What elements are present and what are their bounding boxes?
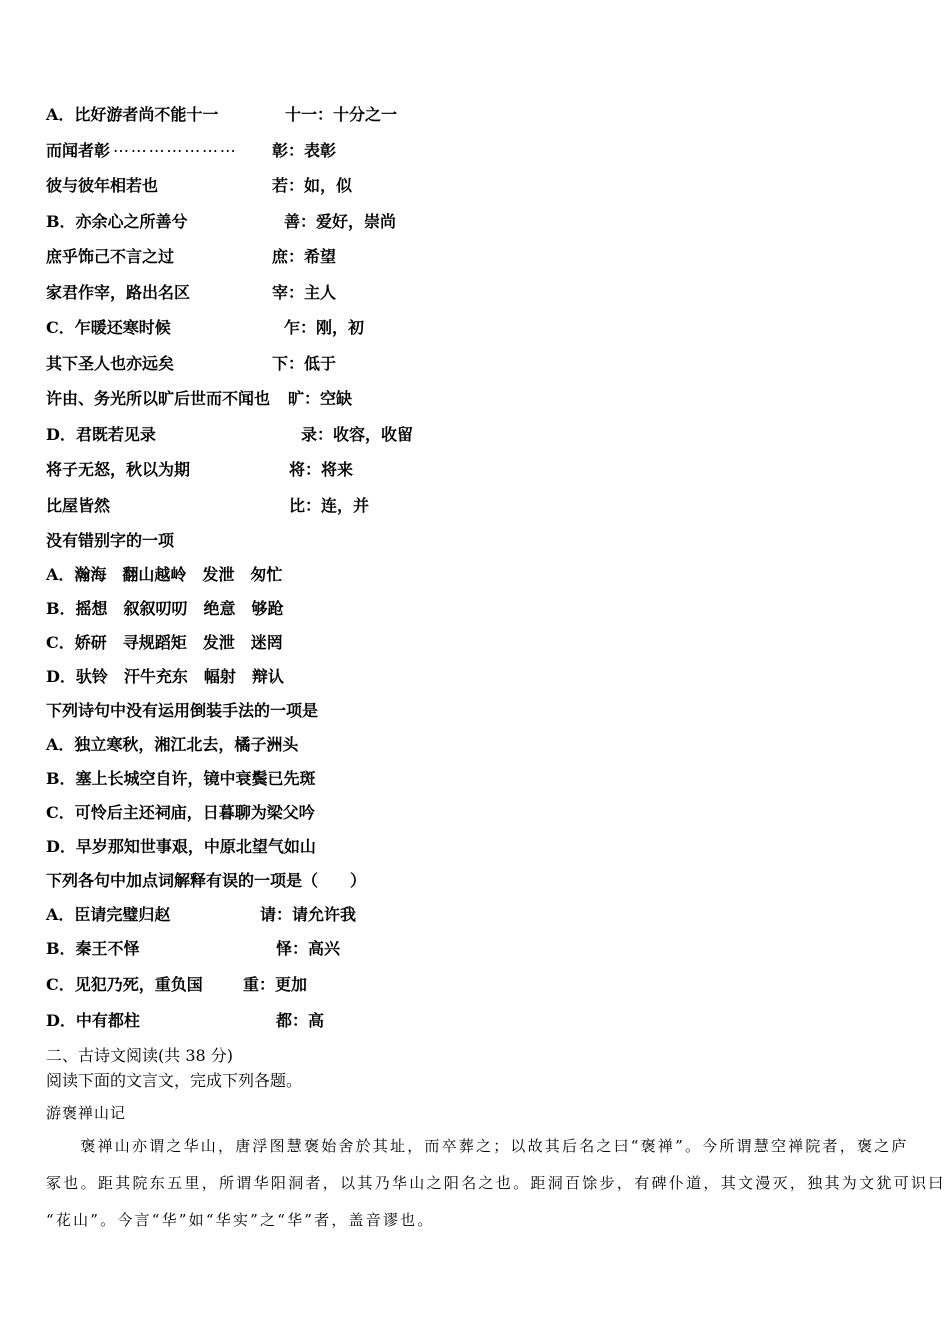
q1-b-line1: B．亦余心之所善兮: [46, 212, 188, 231]
q2-option-c: C．娇研 寻规蹈矩 发泄 迷罔: [46, 633, 283, 652]
q1-a-line2: 而闻者彰: [46, 141, 111, 160]
q4-option-b-gloss: 怿：高兴: [276, 939, 341, 958]
q1-d-gloss1: 录：收容，收留: [301, 425, 414, 444]
q3-stem: 下列诗句中没有运用倒装手法的一项是: [46, 701, 319, 720]
q1-a-gloss1: 十一：十分之一: [285, 105, 398, 124]
q2-option-d: D．驮铃 汗牛充东 幅射 辩认: [46, 667, 284, 686]
q4-option-a-gloss: 请：请允许我: [260, 905, 357, 924]
q3-option-d: D．早岁那知世事艰，中原北望气如山: [46, 837, 316, 856]
q1-b-line2: 庶乎饰己不言之过: [46, 247, 175, 266]
section-instruction: 阅读下面的文言文，完成下列各题。: [46, 1071, 303, 1090]
passage-line-3: “花山”。今言“华”如“华实”之“华”者，盖音谬也。: [46, 1211, 435, 1229]
q1-a-line3: 彼与彼年相若也: [46, 176, 159, 195]
q1-c-gloss1: 乍：刚，初: [284, 318, 365, 337]
q1-d-gloss3: 比：连，并: [289, 496, 370, 515]
q1-b-gloss2: 庶：希望: [272, 247, 337, 266]
q2-option-b: B．摇想 叙叙叨叨 绝意 够跄: [46, 599, 284, 618]
q1-b-gloss3: 宰：主人: [272, 283, 337, 302]
q4-option-d: D．中有都柱: [46, 1011, 140, 1030]
q1-d-line2: 将子无怒，秋以为期: [46, 460, 191, 479]
q3-option-b: B．塞上长城空自许，镜中衰鬓已先斑: [46, 769, 316, 788]
q1-a-line1: A．比好游者尚不能十一: [46, 105, 219, 124]
q3-option-a: A．独立寒秋，湘江北去，橘子洲头: [46, 735, 299, 754]
q2-stem: 没有错别字的一项: [46, 531, 175, 550]
q3-option-c: C．可怜后主还祠庙，日暮聊为梁父吟: [46, 803, 315, 822]
q4-stem: 下列各句中加点词解释有误的一项是（ ）: [46, 871, 367, 890]
q1-a-gloss3: 若：如，似: [272, 176, 353, 195]
passage-title: 游褒禅山记: [46, 1104, 127, 1122]
q1-b-gloss1: 善：爱好，崇尚: [284, 212, 397, 231]
q4-option-a: A．臣请完璧归赵: [46, 905, 171, 924]
q4-option-c: C．见犯乃死，重负国: [46, 975, 203, 994]
q1-c-gloss3: 旷：空缺: [288, 389, 353, 408]
q1-c-gloss2: 下：低于: [272, 354, 337, 373]
dot-leader: …………………: [113, 137, 238, 156]
q1-b-line3: 家君作宰，路出名区: [46, 283, 191, 302]
section-title: 二、古诗文阅读(共 38 分): [46, 1046, 234, 1065]
q1-a-gloss2: 彰：表彰: [272, 141, 337, 160]
q1-d-line1: D．君既若见录: [46, 425, 156, 444]
q1-c-line2: 其下圣人也亦远矣: [46, 354, 175, 373]
passage-line-1: 褒禅山亦谓之华山，唐浮图慧褒始舍於其址，而卒葬之；以故其后名之曰“褒禅”。今所谓慧空禅院者，褒之庐: [46, 1137, 909, 1155]
q4-option-c-gloss: 重：更加: [243, 975, 308, 994]
q4-option-d-gloss: 都：高: [276, 1011, 325, 1030]
q1-c-line3: 许由、务光所以旷后世而不闻也: [46, 389, 271, 408]
q4-option-b: B．秦王不怿: [46, 939, 140, 958]
q1-d-gloss2: 将：将来: [289, 460, 354, 479]
q1-d-line3: 比屋皆然: [46, 496, 111, 515]
passage-line-2: 冢也。距其院东五里，所谓华阳洞者，以其乃华山之阳名之也。距洞百馀步，有碑仆道，其文漫灭，独其为文犹可识曰: [46, 1174, 946, 1192]
q1-c-line1: C．乍暖还寒时候: [46, 318, 171, 337]
q2-option-a: A．瀚海 翻山越岭 发泄 匆忙: [46, 565, 283, 584]
